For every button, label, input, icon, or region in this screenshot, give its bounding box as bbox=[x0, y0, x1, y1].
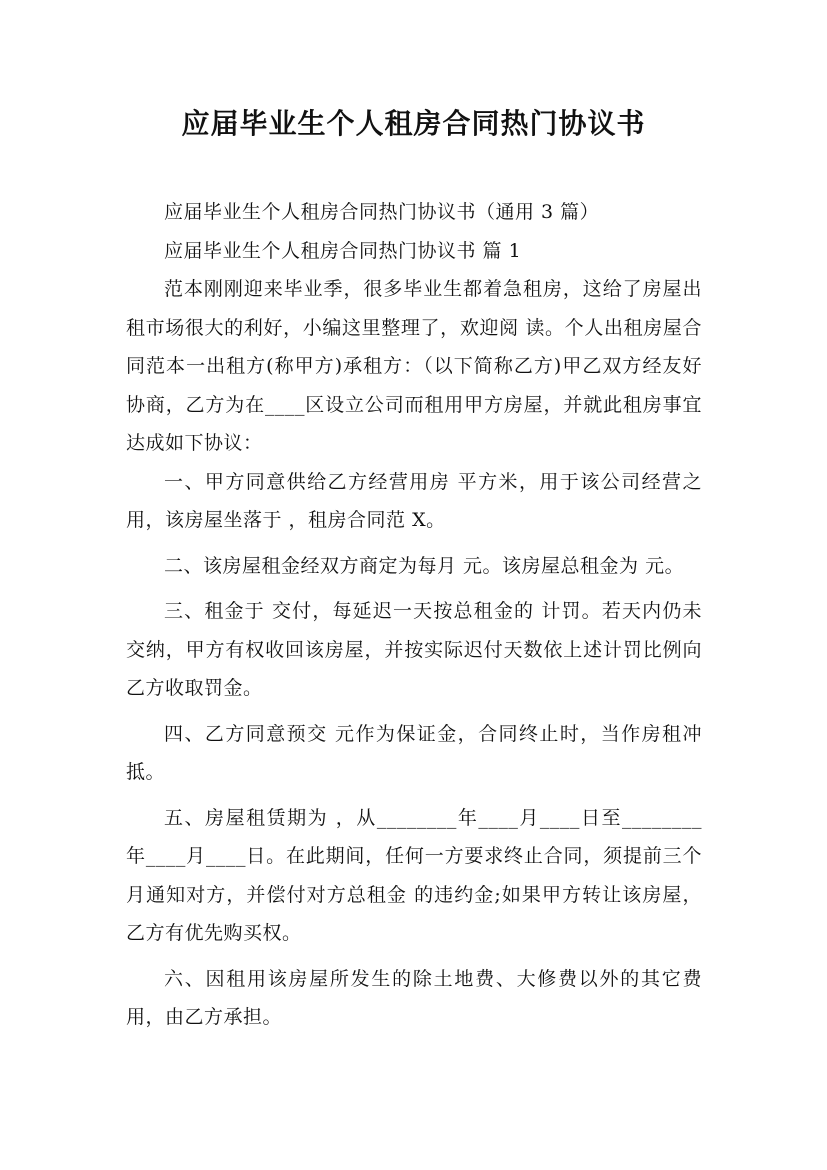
clause-2: 二、该房屋租金经双方商定为每月 元。该房屋总租金为 元。 bbox=[164, 554, 685, 577]
clause-5: 五、房屋租赁期为 ，从________年____月____日至________年____月____日。在此期间，任何一方要求终止合同，须提前三个月通知对方，并偿付对方总租金 的违约金;如果甲方转让该房屋，乙方有优先购买权。 bbox=[126, 806, 702, 944]
document-body bbox=[126, 193, 702, 1037]
clause-3: 三、租金于 交付，每延迟一天按总租金的 计罚。若天内仍未交纳，甲方有权收回该房屋，并按实际迟付天数依上述计罚比例向乙方收取罚金。 bbox=[126, 600, 702, 699]
clause-1: 一、甲方同意供给乙方经营用房 平方米，用于该公司经营之用，该房屋坐落于 ，租房合同范 X。 bbox=[126, 470, 702, 531]
document-title: 应届毕业生个人租房合同热门协议书 bbox=[181, 107, 646, 140]
subtitle-paragraph: 应届毕业生个人租房合同热门协议书（通用 3 篇） bbox=[164, 201, 600, 223]
intro-paragraph: 范本刚刚迎来毕业季，很多毕业生都着急租房，这给了房屋出租市场很大的利好，小编这里整理了，欢迎阅 读。个人出租房屋合同范本一出租方(称甲方)承租方：（以下简称乙方)甲乙双方经友好协商，乙方为在____区设立公司而租用甲方房屋，并就此租房事宜达成如下协议： bbox=[126, 278, 702, 454]
clause-6: 六、因租用该房屋所发生的除土地费、大修费以外的其它费用，由乙方承担。 bbox=[126, 967, 702, 1028]
clause-4: 四、乙方同意预交 元作为保证金，合同终止时，当作房租冲抵。 bbox=[126, 722, 702, 783]
section-heading: 应届毕业生个人租房合同热门协议书 篇 1 bbox=[164, 239, 522, 262]
